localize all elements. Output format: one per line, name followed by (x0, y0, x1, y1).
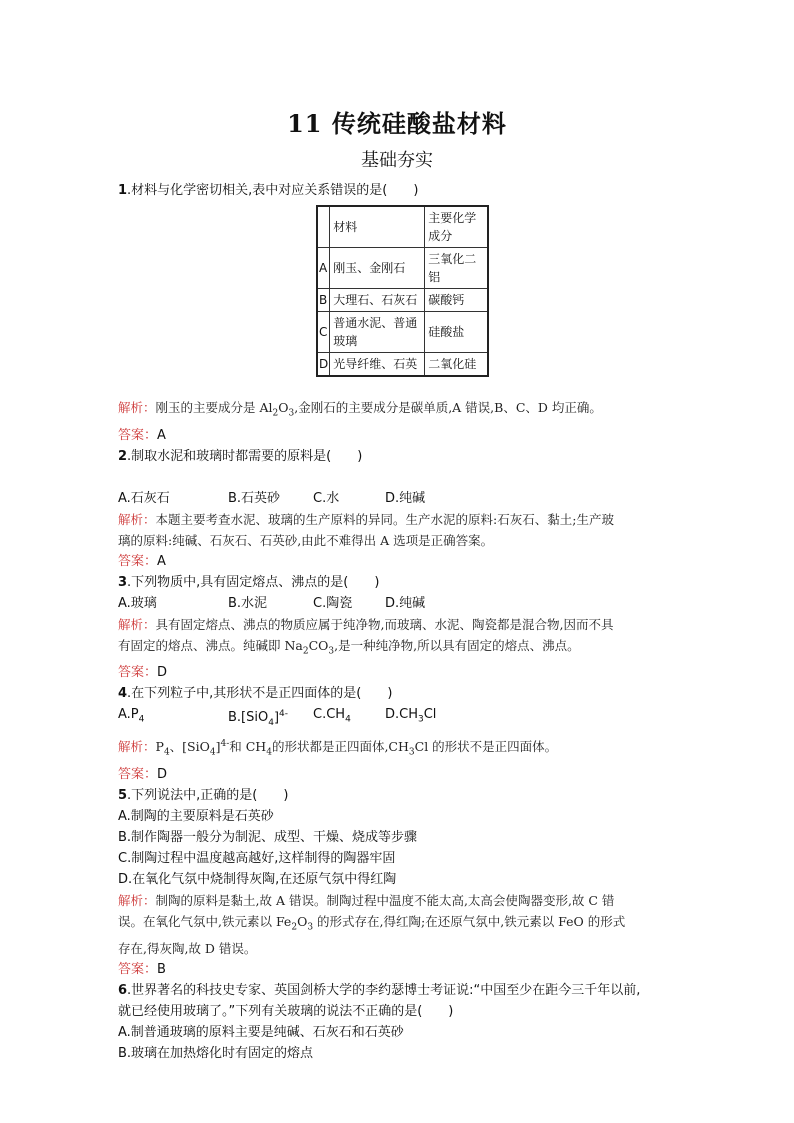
table-row: C 普通水泥、普通玻璃 硅酸盐 (317, 312, 488, 353)
question-5-option: D.在氧化气氛中烧制得灰陶,在还原气氛中得红陶 (118, 871, 397, 887)
question-list: 1.材料与化学密切相关,表中对应关系错误的是( ) 材料 主要化学成分 A 刚玉、金刚石 三氧化二铝 B 大理石、石灰石 碳酸钙 C 普通水泥、普通玻璃 硅酸盐 D 光导纤维、石英 二氧化硅 解析：刚玉的主要成分是 $Al_2O_3$,金刚石的主要成分是碳单质,A 错误,B、C、D 均正确。 答案：A 2.制取水泥和玻璃时都需要的原料是( ) A.石灰石 B.石英砂 C.水 D.纯碱 解析：本题主要考查水泥、玻璃的生产原料的异同。生产水泥的原料:石灰石、黏土;生产玻 璃的原料:纯碱、石灰石、石英砂,由此不难得出 A 选项是正确答案。 答案：A 3.下列物质中,具有固定熔点、沸点的是( ) A.玻璃 B.水泥 C.陶瓷 D.纯碱 解析：具有固定熔点、沸点的物质应属于纯净物,而玻璃、水泥、陶瓷都是混合物,因而不具 有固定的熔点、沸点。纯碱即 $Na_2CO_3$,是一种纯净物,所以具有固定的熔点、沸点。 答案：D 4.在下列粒子中,其形状不是正四面体的是( ) $A.P_4$ $B.[SiO_4]^{4-}$ $C.CH_4$ $D.CH_3Cl$ 解析：$P_4$、$[SiO_4]^{4-}$和 $CH_4$的形状都是正四面体$,CH_3Cl$ 的形状不是正四面体。 答案：D 5.下列说法中,正确的是( ) A.制陶的主要原料是石英砂 B.制作陶器一般分为制泥、成型、干燥、烧成等步骤 C.制陶过程中温度越高越好,这样制得的陶器牢固 D.在氧化气氛中烧制得灰陶,在还原气氛中得红陶 解析：制陶的原料是黏土,故 A 错误。制陶过程中温度不能太高,太高会使陶器变形,故 C 错 误。在氧化气氛中,铁元素以 $Fe_2O_3$ 的形式存在,得红陶;在还原气氛中,铁元素以 FeO 的形式 存在,得灰陶,故 D 错误。 答案：B 6.世界著名的科技史专家、英国剑桥大学的李约瑟博士考证说:“中国至少在距今三千年以前, 就已经使用玻璃了。”下列有关玻璃的说法不正确的是( ) A.制普通玻璃的原料主要是纯碱、石灰石和石英砂 B.玻璃在加热熔化时有固定的熔点 (118, 180, 678, 1064)
table-row: 材料 主要化学成分 (317, 206, 488, 248)
question-1-answer: 答案：A (118, 427, 166, 443)
question-3-analysis: 解析：具有固定熔点、沸点的物质应属于纯净物,而玻璃、水泥、陶瓷都是混合物,因而不具 (118, 616, 614, 632)
question-2-answer: 答案：A (118, 553, 166, 569)
table-row: A 刚玉、金刚石 三氧化二铝 (317, 248, 488, 289)
question-6-option: B.玻璃在加热熔化时有固定的熔点 (118, 1046, 314, 1062)
question-3-choices: A.玻璃 B.水泥 C.陶瓷 D.纯碱 (118, 595, 426, 611)
question-1-analysis: 解析：刚玉的主要成分是 $Al_2O_3$,金刚石的主要成分是碳单质,A 错误,B、C、D 均正确。 (118, 400, 602, 419)
section-subtitle: 基础夯实 (361, 150, 433, 171)
question-3-stem: 3.下列物质中,具有固定熔点、沸点的是( ) (118, 574, 380, 590)
table-row: B 大理石、石灰石 碳酸钙 (317, 289, 488, 312)
question-6-option: A.制普通玻璃的原料主要是纯碱、石灰石和石英砂 (118, 1025, 404, 1041)
materials-table (316, 205, 489, 377)
question-5-stem: 5.下列说法中,正确的是( ) (118, 787, 289, 803)
question-5-analysis: 解析：制陶的原料是黏土,故 A 错误。制陶过程中温度不能太高,太高会使陶器变形,故 C 错 (118, 892, 615, 908)
question-5-option: B.制作陶器一般分为制泥、成型、干燥、烧成等步骤 (118, 829, 418, 845)
question-4-answer: 答案：D (118, 766, 168, 782)
question-5-option: C.制陶过程中温度越高越好,这样制得的陶器牢固 (118, 850, 396, 866)
page-title: 11 传统硅酸盐材料 (287, 109, 507, 138)
question-2-choices: A.石灰石 B.石英砂 C.水 D.纯碱 (118, 490, 426, 506)
question-5-option: A.制陶的主要原料是石英砂 (118, 808, 274, 824)
question-5-answer: 答案：B (118, 962, 166, 978)
question-4-analysis: 解析：$P_4$、$[SiO_4]^{4-}$和 $CH_4$的形状都是正四面体$,CH_3Cl$ 的形状不是正四面体。 (118, 738, 558, 758)
question-2-analysis: 解析：本题主要考查水泥、玻璃的生产原料的异同。生产水泥的原料:石灰石、黏土;生产玻 (118, 511, 614, 527)
question-2-stem: 2.制取水泥和玻璃时都需要的原料是( ) (118, 448, 363, 464)
question-3-answer: 答案：D (118, 665, 168, 680)
question-1-stem: 1.材料与化学密切相关,表中对应关系错误的是( ) (118, 183, 419, 198)
question-6-stem: 6.世界著名的科技史专家、英国剑桥大学的李约瑟博士考证说:“中国至少在距今三千年以前, (118, 983, 641, 999)
question-4-stem: 4.在下列粒子中,其形状不是正四面体的是( ) (118, 686, 393, 701)
question-4-choices: $A.P_4$ $B.[SiO_4]^{4-}$ $C.CH_4$ $D.CH_3Cl$ (118, 707, 437, 728)
table-row: D 光导纤维、石英 二氧化硅 (317, 353, 488, 377)
